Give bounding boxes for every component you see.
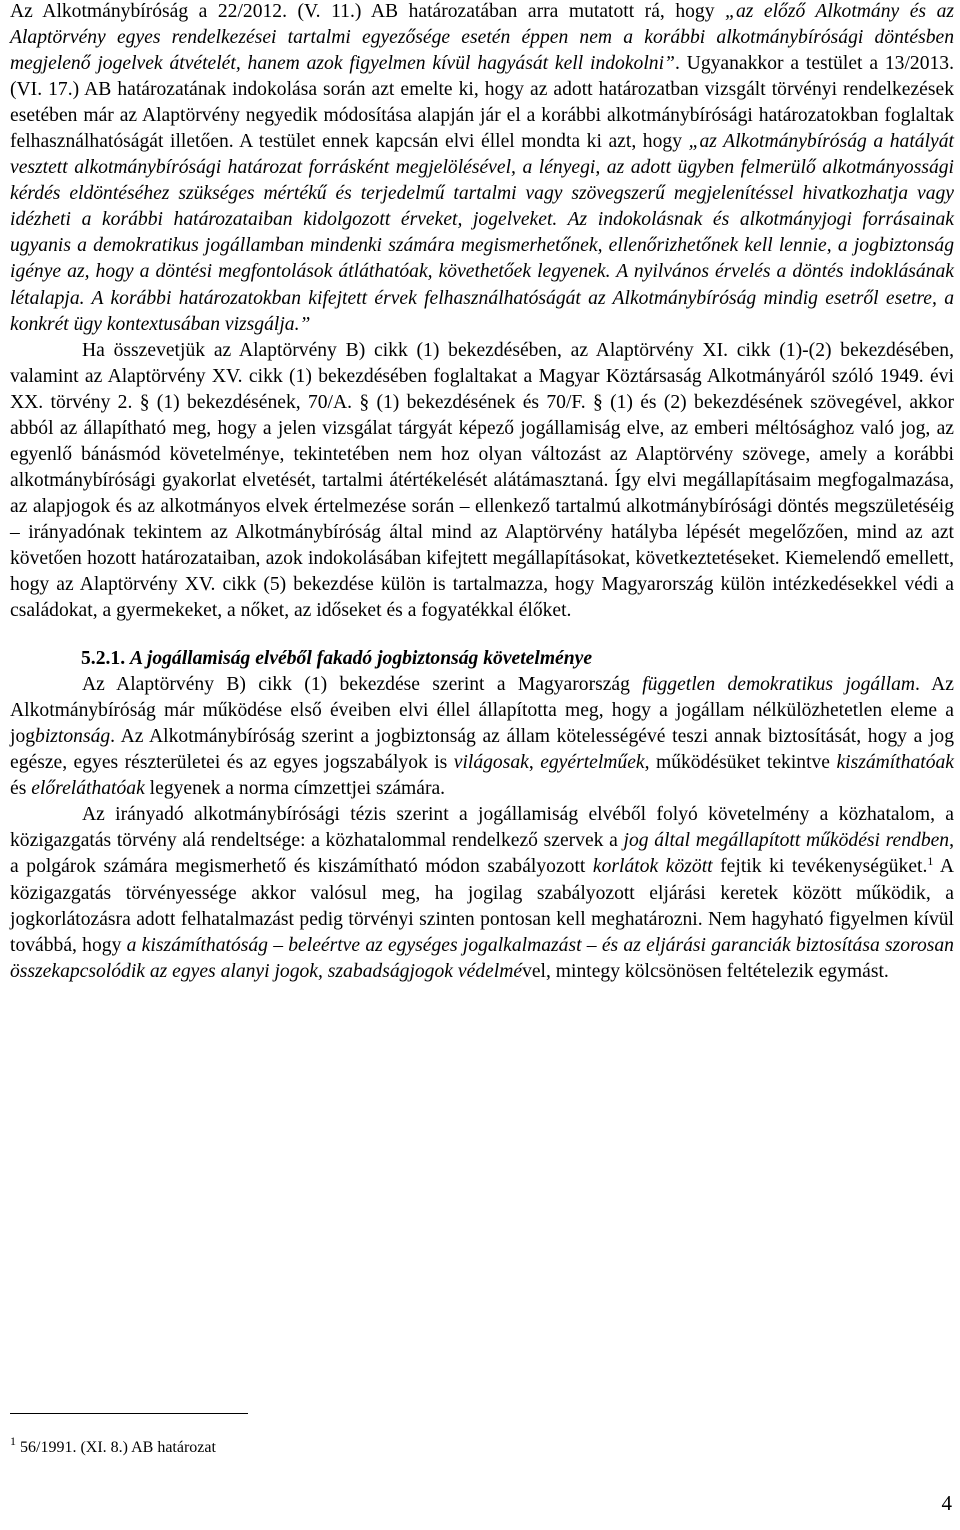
body-paragraph-1 — [10, 0, 954, 338]
text-run: A közigazgatás törvényessége akkor valósul meg, ha jogilag szabályozott eljárási keretek között működik, a jogkorlátozásra adott felhatalmazást pedig törvényi szinten pontosan kell meghatározni. Nem hagyható figyelmen kívül továbbá, hogy — [10, 856, 954, 956]
text-run: vel, mintegy kölcsönösen feltételezik egymást. — [522, 960, 889, 982]
italic-text: előreláthatóak — [31, 778, 145, 800]
footnote-separator — [10, 1413, 248, 1414]
text-run: Az Alaptörvény B) cikk (1) bekezdése szerint a Magyarország — [82, 674, 643, 696]
text-run: . Ugyanakkor a testület a 13/2013. (VI. 17.) AB határozatának indokolása során azt emelte ki, hogy az adott határozatban vizsgált törvényi rendelkezések esetében már az Alaptörvény negyedik módosítása alapján jár el a korábbi alkotmánybírósági határozatokban foglaltak felhasználhatóságát illetően. A testület ennek kapcsán elvi éllel mondta ki azt, hogy — [10, 53, 954, 153]
footnote — [10, 1434, 216, 1458]
text-run: , a polgárok számára megismerhető és kiszámítható módon szabályozott — [10, 830, 955, 878]
footnote-marker: 1 — [10, 1434, 16, 1448]
italic-text: korlátok között — [592, 856, 713, 878]
body-paragraph-3 — [10, 672, 954, 802]
section-title: A jogállamiság elvéből fakadó jogbiztonság követelménye — [130, 648, 593, 670]
italic-text: világosak — [453, 752, 529, 774]
text-run: Az Alkotmánybíróság a 22/2012. (V. 11.) AB határozatában arra mutatott rá, hogy — [10, 1, 726, 22]
text-run: , működésüket tekintve — [644, 752, 837, 774]
italic-text: független demokratikus jogállam — [642, 674, 916, 696]
italic-text: „az Alkotmánybíróság a hatályát vesztett alkotmánybírósági határozat forrásként megjelölésével, a lényegi, az adott ügyben felmerülő alkotmányossági kérdés eldöntéséhez szükséges mértékű és terjedelmű tartalmi vagy szövegszerű megjelenítéssel hivatkozhatja vagy idézheti a korábbi határozataiban kidolgozott érveket, jogelveket. — [10, 131, 954, 231]
text-run: . Az Alkotmánybíróság már működése első éveiben elvi éllel állapította meg, hogy a jogállam nélkülözhetetlen eleme a jog — [10, 674, 954, 748]
text-run: . Az Alkotmánybíróság szerint a jogbiztonság az állam kötelességévé teszi annak biztosítását, hogy a jog egésze, egyes részterületei és az egyes jogszabályok is — [10, 726, 954, 774]
body-paragraph-4 — [10, 802, 954, 984]
text-run: fejtik ki tevékenységüket. — [712, 856, 928, 878]
italic-text: egyértelműek — [540, 752, 645, 774]
text-run: és — [10, 778, 32, 800]
text-run: legyenek a norma címzettjei számára. — [144, 778, 446, 800]
italic-text: a kiszámíthatóság – beleértve az egységes jogalkalmazást – és az eljárási garanciák biztosítása szorosan összekapcsolódik az egyes alanyi jogok, szabadságjogok védelmé — [10, 934, 954, 982]
footnote-text: 56/1991. (XI. 8.) AB határozat — [20, 1439, 216, 1456]
text-run: , — [528, 752, 541, 774]
italic-text: kiszámíthatóak — [836, 752, 955, 774]
body-paragraph-2 — [10, 338, 954, 625]
section-heading — [10, 646, 954, 672]
italic-text: „az előző Alkotmány és az Alaptörvény egyes rendelkezései tartalmi egyezősége esetén éppen nem a korábbi alkotmánybírósági döntésben megjelenő jogelvek átvételét, hanem azok figyelmen kívül hagyását kell indokolni” — [10, 1, 955, 75]
italic-text: jog által megállapított működési rendben — [623, 830, 950, 852]
footnote-reference: 1 — [927, 854, 934, 869]
italic-text: biztonság — [35, 726, 111, 748]
document-page — [10, 0, 954, 985]
text-run: Ha összevetjük az Alaptörvény B) cikk (1) bekezdésében, az Alaptörvény XI. cikk (1)-(2) bekezdésében, valamint az Alaptörvény XV. cikk (1) bekezdésében foglaltakat a Magyar Köztársaság Alkotmányáról szóló 1949. évi XX. törvény 2. § (1) bekezdésének, 70/A. § (1) bekezdésének és 70/F. § (1) és (2) bekezdésének szövegével, akkor abból az állapítható meg, hogy a jelen vizsgálat tárgyát képező jogállamiság elve, az emberi méltósághoz való jog, az egyenlő bánásmód követelménye, tekintetében nem hoz olyan változást az Alaptörvény szövege, amely a korábbi alkotmánybírósági gyakorlat elvetését, tartalmi átértékelését alátámasztaná. Így elvi megállapításaim megfogalmazása, az alapjogok és az alkotmányos elvek értelmezése során – ellenkező tartalmú alkotmánybírósági döntés megszületéséig – irányadónak tekintem az Alkotmánybíróság által mind az Alaptörvény hatályba lépését megelőzően, mind az azt követően hozott határozataiban, azok indokolásában kifejtett megállapításokat, következtetéseket. Kiemelendő emellett, hogy az Alaptörvény XV. cikk (5) bekezdése külön is tartalmazza, hogy Magyarország külön intézkedésekkel védi a családokat, a gyermekeket, a nőket, az időseket és a fogyatékkal élőket. — [10, 339, 954, 622]
section-number: 5.2.1. — [81, 648, 126, 670]
text-run: Az irányadó alkotmánybírósági tézis szerint a jogállamiság elvéből folyó követelmény a közhatalom, a közigazgatás törvény alá rendeltsége: a közhatalommal rendelkező szervek a — [10, 804, 954, 852]
italic-text: Az indokolásnak és alkotmányjogi forrásainak ugyanis a demokratikus jogállamban mindenki számára megismerhetőnek, ellenőrizhetőnek kell lennie, a jogbiztonság igénye az, hogy a döntési megfontolások átláthatóak, követhetőek legyenek. A nyilvános érvelés a döntés indoklásának létalapja. A korábbi határozatokban kifejtett érvek felhasználhatóságát az Alkotmánybíróság mindig esetről esetre, a konkrét ügy kontextusában vizsgálja.” — [10, 209, 954, 335]
page-number: 4 — [941, 1491, 952, 1515]
